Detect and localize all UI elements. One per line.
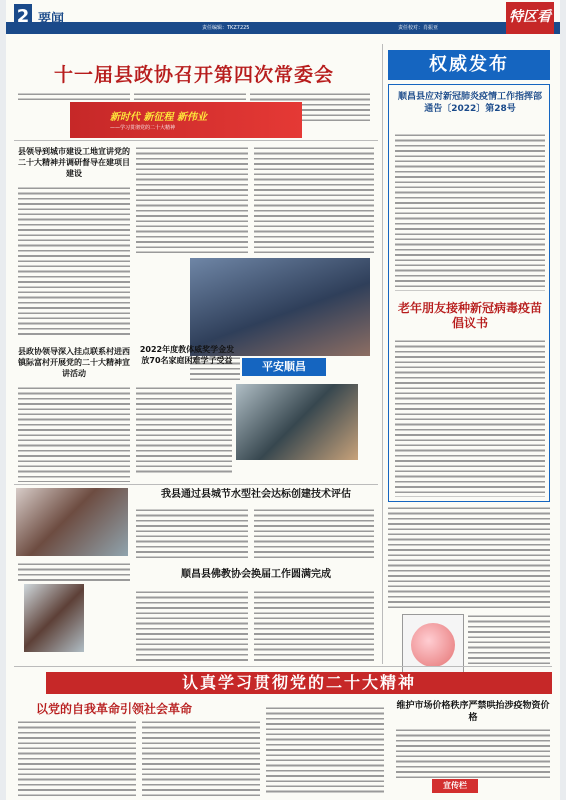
study-subtitle: 以党的自我革命引领社会革命 (36, 702, 193, 716)
banner-title: 新时代 新征程 新伟业 (110, 112, 207, 123)
article-body-5b (254, 508, 374, 558)
lead-body-col2 (134, 92, 246, 100)
ceremony-photo (236, 384, 358, 460)
article-body-5 (136, 508, 248, 558)
article-body-2c (254, 146, 374, 254)
proof-line: 责任校对：肖振亚 (398, 25, 439, 31)
page-number: 2 (14, 4, 32, 30)
notice-box (388, 84, 550, 502)
study-body-3 (266, 706, 384, 796)
article-title-3: 县政协领导深入挂点联系村进西镇际富村开展党的二十大精神宣讲活动 (18, 347, 130, 378)
notice-body (395, 133, 545, 291)
article-title-5: 我县通过县城节水型社会达标创建技术评估 (161, 489, 351, 500)
village-photo (16, 488, 128, 556)
police-badge: 平安顺昌 (242, 358, 326, 376)
article-body-6 (136, 590, 248, 664)
article-body-3 (18, 386, 130, 482)
article-body-3b (18, 562, 130, 582)
editor-line: 责任编辑：TKZ7225 (202, 25, 250, 31)
article-title-6: 顺昌县佛教协会换届工作圆满完成 (181, 569, 331, 580)
letter-title: 老年朋友接种新冠病毒疫苗倡议书 (397, 301, 542, 330)
letter-body-cont (388, 506, 550, 608)
police-photo (190, 258, 370, 356)
study-photo (24, 584, 84, 652)
letter-body (395, 339, 545, 497)
study-body-2 (142, 720, 260, 796)
vaccine-sticker (402, 614, 464, 674)
column-divider (382, 44, 383, 664)
masthead-logo: 特区看 (506, 2, 554, 34)
study-body-1 (18, 720, 136, 796)
vaccine-icon (411, 623, 455, 667)
banner-subtitle: ——学习贯彻党的二十大精神 (110, 125, 176, 131)
theme-banner (70, 102, 302, 138)
lead-headline: 十一届县政协召开第四次常委会 (53, 64, 334, 86)
header-bar (6, 22, 560, 34)
article-body-6b (254, 590, 374, 664)
row-divider-1 (14, 140, 378, 141)
price-body (396, 728, 550, 778)
row-divider-3 (14, 666, 552, 667)
article-body-2b (136, 146, 248, 256)
section-title: 要闻 (38, 12, 65, 27)
lead-body-col1 (18, 92, 130, 100)
newspaper-page (6, 0, 560, 800)
price-title: 维护市场价格秩序严禁哄抬涉疫物资价格 (396, 701, 550, 723)
notice-title: 顺昌县应对新冠肺炎疫情工作指挥部通告〔2022〕第28号 (397, 92, 542, 114)
row-divider-2 (14, 484, 378, 485)
authority-banner: 权威发布 (388, 50, 550, 80)
footer-tag: 宣传栏 (432, 779, 478, 793)
article-body-2 (18, 186, 130, 336)
article-title-2: 县领导到城市建设工地宣讲党的二十大精神并调研督导在建项目建设 (18, 147, 130, 178)
article-title-4: 2022年度教体威奖学金发放70名家庭困难学子受益 (139, 345, 235, 365)
study-banner: 认真学习贯彻党的二十大精神 (46, 672, 552, 694)
letter-body-tail (468, 614, 550, 666)
article-body-4 (136, 386, 232, 476)
